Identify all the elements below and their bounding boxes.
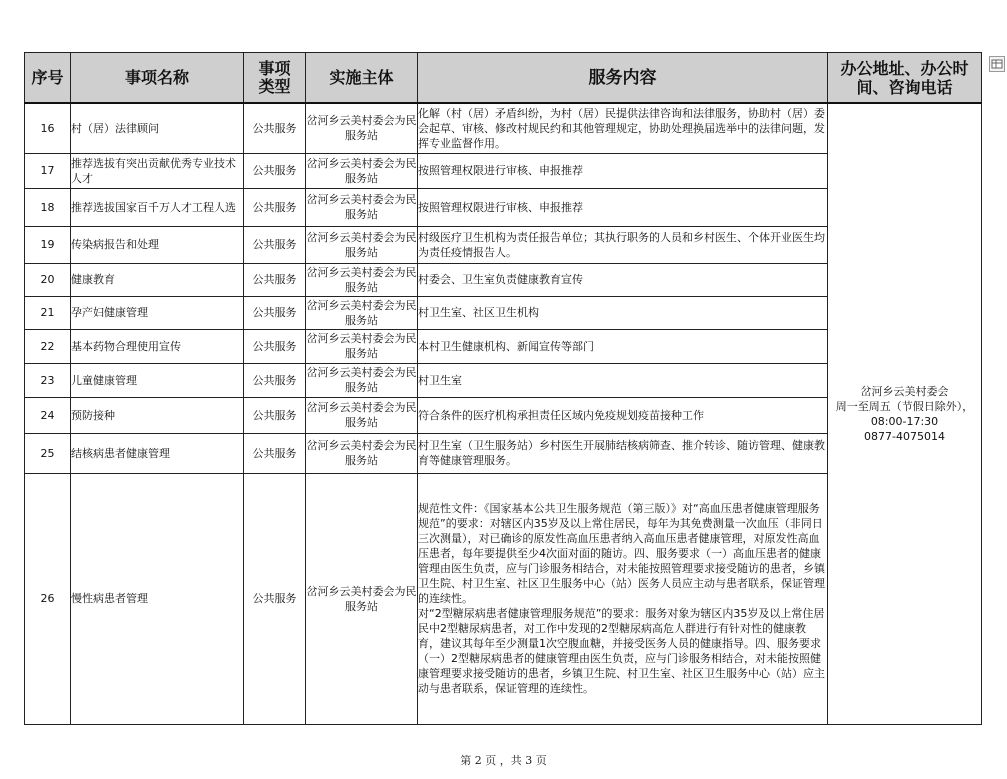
header-body: 实施主体 [306, 53, 418, 104]
row-content: 化解（村（居）矛盾纠纷，为村（居）民提供法律咨询和法律服务，协助村（居）委会起草、审核、修改村规民约和其他管理规定，协助处理换届选举中的法律问题，发挥专业监督作用。 [418, 103, 828, 153]
content-paragraph: 规范性文件：《国家基本公共卫生服务规范（第三版）》对“高血压患者健康管理服务规范”的要求：对辖区内35岁及以上常住居民，每年为其免费测量一次血压（非同日三次测量），对已确诊的原发性高血压患者纳入高血压患者健康管理，对原发性高血压患者，每年要提供至少4次面对面的随访。四、服务要求（一）高血压患者的健康管理由医生负责，应与门诊服务相结合，对未能按照管理要求接受随访的患者，乡镇卫生院、村卫生室、社区卫生服务中心（站）医务人员应主动与患者联系，保证管理的连续性。 [418, 502, 825, 605]
table-icon[interactable] [989, 56, 1005, 72]
header-no: 序号 [25, 53, 71, 104]
row-body: 岔河乡云美村委会为民服务站 [306, 433, 418, 473]
row-name: 推荐选拔有突出贡献优秀专业技术人才 [71, 153, 244, 188]
row-type: 公共服务 [244, 329, 306, 363]
row-name: 基本药物合理使用宣传 [71, 329, 244, 363]
row-no: 23 [25, 363, 71, 397]
row-no: 20 [25, 263, 71, 296]
office-info [828, 103, 982, 724]
page-number: 第 2 页 ，共 3 页 [460, 754, 547, 767]
row-no: 22 [25, 329, 71, 363]
row-type: 公共服务 [244, 433, 306, 473]
row-no: 26 [25, 473, 71, 724]
row-type: 公共服务 [244, 153, 306, 188]
row-type: 公共服务 [244, 296, 306, 329]
row-content: 按照管理权限进行审核、申报推荐 [418, 188, 828, 226]
row-no: 21 [25, 296, 71, 329]
row-type: 公共服务 [244, 473, 306, 724]
row-type: 公共服务 [244, 226, 306, 263]
header-content: 服务内容 [418, 53, 828, 104]
row-name: 慢性病患者管理 [71, 473, 244, 724]
row-body: 岔河乡云美村委会为民服务站 [306, 103, 418, 153]
row-content: 按照管理权限进行审核、申报推荐 [418, 153, 828, 188]
row-no: 24 [25, 397, 71, 433]
row-body: 岔河乡云美村委会为民服务站 [306, 153, 418, 188]
row-type: 公共服务 [244, 103, 306, 153]
row-no: 17 [25, 153, 71, 188]
row-body: 岔河乡云美村委会为民服务站 [306, 397, 418, 433]
row-name: 推荐选拔国家百千万人才工程人选 [71, 188, 244, 226]
row-no: 18 [25, 188, 71, 226]
content-paragraph: 对“2型糖尿病患者健康管理服务规范”的要求：服务对象为辖区内35岁及以上常住居民中2型糖尿病患者，对工作中发现的2型糖尿病高危人群进行有针对性的健康教育，建议其每年至少测量1次空腹血糖，并接受医务人员的健康指导。四、服务要求（一）2型糖尿病患者的健康管理由医生负责，应与门诊服务相结合，对未能按照健康管理要求接受随访的患者，乡镇卫生院、村卫生室、社区卫生服务中心（站）应主动与患者联系，保证管理的连续性。 [418, 607, 825, 695]
office-hours: 周一至周五（节假日除外），08:00-17:30 [835, 399, 974, 428]
office-address: 岔河乡云美村委会 [860, 384, 949, 398]
row-content: 村级医疗卫生机构为责任报告单位；其执行职务的人员和乡村医生、个体开业医生均为责任疫情报告人。 [418, 226, 828, 263]
row-name: 传染病报告和处理 [71, 226, 244, 263]
row-name: 健康教育 [71, 263, 244, 296]
row-name: 村（居）法律顾问 [71, 103, 244, 153]
row-name: 儿童健康管理 [71, 363, 244, 397]
row-content: 本村卫生健康机构、新闻宣传等部门 [418, 329, 828, 363]
row-body: 岔河乡云美村委会为民服务站 [306, 296, 418, 329]
table-header-row [25, 53, 982, 104]
row-body: 岔河乡云美村委会为民服务站 [306, 473, 418, 724]
row-content: 村卫生室（卫生服务站）乡村医生开展肺结核病筛查、推介转诊、随访管理、健康教育等健康管理服务。 [418, 433, 828, 473]
row-type: 公共服务 [244, 263, 306, 296]
header-office: 办公地址、办公时 间、咨询电话 [828, 53, 982, 104]
row-no: 16 [25, 103, 71, 153]
row-no: 19 [25, 226, 71, 263]
row-body: 岔河乡云美村委会为民服务站 [306, 263, 418, 296]
row-name: 结核病患者健康管理 [71, 433, 244, 473]
office-phone: 0877-4075014 [864, 429, 945, 443]
row-body: 岔河乡云美村委会为民服务站 [306, 329, 418, 363]
row-no: 25 [25, 433, 71, 473]
row-content: 村委会、卫生室负责健康教育宣传 [418, 263, 828, 296]
row-type: 公共服务 [244, 397, 306, 433]
row-name: 预防接种 [71, 397, 244, 433]
row-body: 岔河乡云美村委会为民服务站 [306, 188, 418, 226]
row-content: 村卫生室、社区卫生机构 [418, 296, 828, 329]
service-table [24, 52, 982, 725]
row-name: 孕产妇健康管理 [71, 296, 244, 329]
row-content [418, 473, 828, 724]
row-content: 村卫生室 [418, 363, 828, 397]
row-content: 符合条件的医疗机构承担责任区域内免疫规划疫苗接种工作 [418, 397, 828, 433]
header-type: 事项 类型 [244, 53, 306, 104]
header-name: 事项名称 [71, 53, 244, 104]
row-body: 岔河乡云美村委会为民服务站 [306, 226, 418, 263]
row-type: 公共服务 [244, 363, 306, 397]
table-row [25, 103, 982, 153]
row-type: 公共服务 [244, 188, 306, 226]
row-body: 岔河乡云美村委会为民服务站 [306, 363, 418, 397]
